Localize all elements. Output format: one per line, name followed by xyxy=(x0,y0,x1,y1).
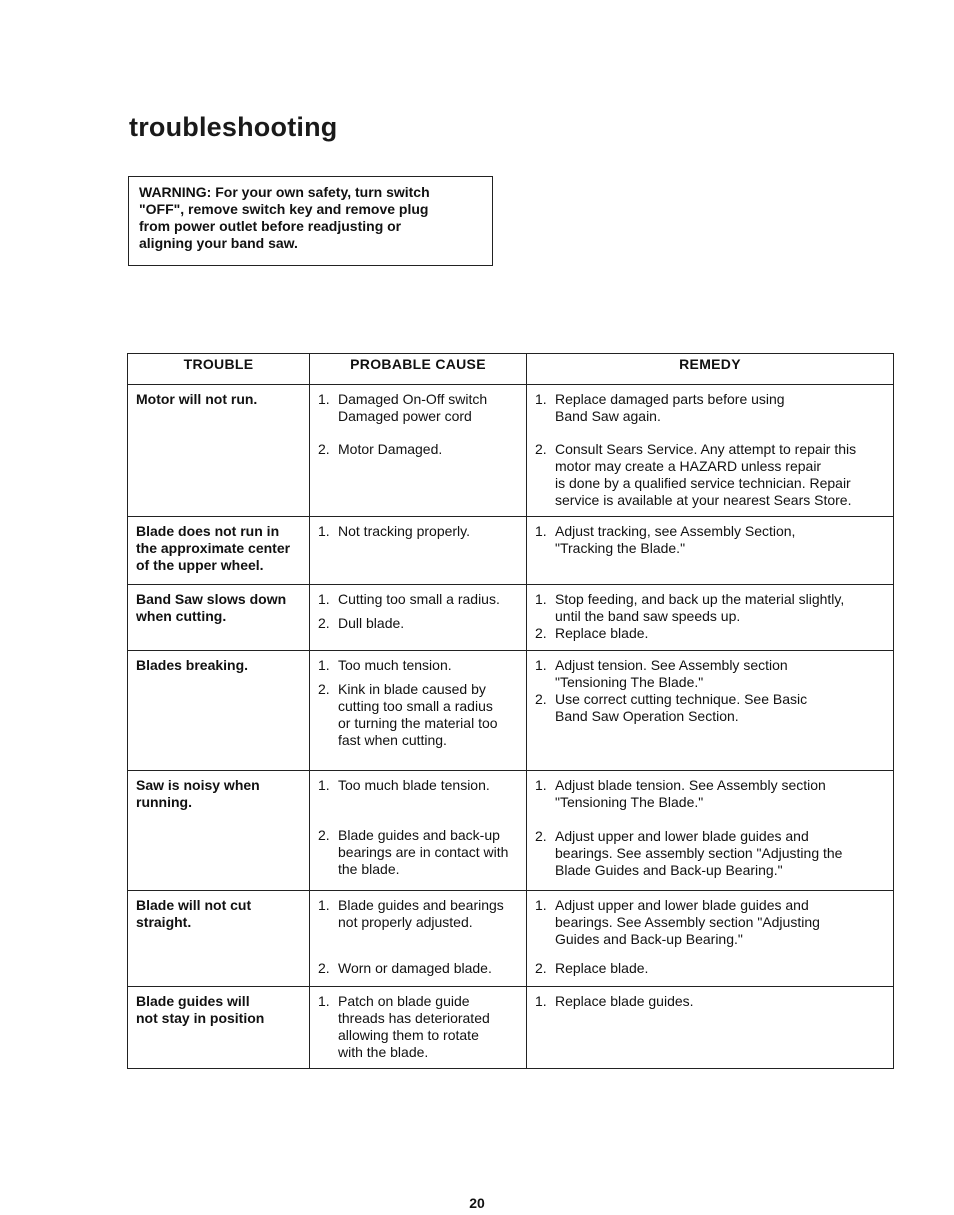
remedy-item xyxy=(535,523,887,557)
warning-line: aligning your band saw. xyxy=(139,235,298,251)
remedy-item xyxy=(535,828,887,879)
warning-box xyxy=(128,176,493,266)
text-line: "Tensioning The Blade." xyxy=(555,794,704,810)
trouble-text: Saw is noisy when xyxy=(136,777,260,793)
item-number: 1. xyxy=(318,591,330,607)
cause-item xyxy=(318,827,520,878)
trouble-text: Blade does not run in xyxy=(136,523,280,539)
cause-cell xyxy=(310,517,527,585)
text-line: bearings. See assembly section "Adjusting the xyxy=(555,845,843,861)
text-line: Replace blade. xyxy=(555,625,649,641)
trouble-cell xyxy=(128,987,310,1069)
trouble-cell xyxy=(128,517,310,585)
item-number: 1. xyxy=(318,657,330,673)
text-line: Use correct cutting technique. See Basic xyxy=(555,691,808,707)
item-number: 1. xyxy=(535,993,547,1009)
item-text xyxy=(555,960,887,977)
item-text xyxy=(555,391,887,425)
item-text xyxy=(338,777,520,794)
item-text xyxy=(555,993,887,1010)
item-number: 2. xyxy=(535,625,547,641)
text-line: motor may create a HAZARD unless repair xyxy=(555,458,822,474)
item-text xyxy=(338,523,520,540)
item-number: 1. xyxy=(318,897,330,913)
text-line: Kink in blade caused by xyxy=(338,681,486,697)
trouble-text: not stay in position xyxy=(136,1010,265,1026)
table-row xyxy=(128,651,894,771)
item-text xyxy=(555,691,887,725)
text-line: not properly adjusted. xyxy=(338,914,473,930)
cause-item xyxy=(318,960,520,977)
trouble-text: Blades breaking. xyxy=(136,657,249,673)
text-line: Blade guides and bearings xyxy=(338,897,504,913)
trouble-text: when cutting. xyxy=(136,608,227,624)
remedy-item xyxy=(535,441,887,509)
item-number: 1. xyxy=(318,777,330,793)
cause-item xyxy=(318,777,520,794)
remedy-cell xyxy=(527,517,894,585)
remedy-cell xyxy=(527,585,894,651)
cause-cell xyxy=(310,651,527,771)
text-line: Motor Damaged. xyxy=(338,441,443,457)
item-number: 2. xyxy=(318,441,330,457)
cause-item xyxy=(318,441,520,458)
cause-item xyxy=(318,897,520,931)
item-number: 2. xyxy=(535,691,547,707)
text-line: Damaged On-Off switch xyxy=(338,391,488,407)
table-row xyxy=(128,517,894,585)
text-line: cutting too small a radius xyxy=(338,698,493,714)
item-text xyxy=(338,391,520,425)
item-number: 2. xyxy=(318,827,330,843)
item-number: 1. xyxy=(535,523,547,539)
text-line: Too much blade tension. xyxy=(338,777,490,793)
table-row xyxy=(128,771,894,891)
remedy-item xyxy=(535,777,887,811)
warning-line: WARNING: For your own safety, turn switch xyxy=(139,184,430,200)
remedy-item xyxy=(535,625,887,642)
table-row xyxy=(128,585,894,651)
remedy-item xyxy=(535,897,887,948)
text-line: Stop feeding, and back up the material slightly, xyxy=(555,591,845,607)
item-text xyxy=(555,591,887,625)
text-line: Damaged power cord xyxy=(338,408,472,424)
text-line: Band Saw again. xyxy=(555,408,661,424)
text-line: Replace blade. xyxy=(555,960,649,976)
header-probable-cause: PROBABLE CAUSE xyxy=(310,354,527,385)
cause-item xyxy=(318,657,520,674)
text-line: Cutting too small a radius. xyxy=(338,591,500,607)
cause-cell xyxy=(310,771,527,891)
item-text xyxy=(555,523,887,557)
text-line: threads has deteriorated xyxy=(338,1010,490,1026)
table-row xyxy=(128,987,894,1069)
item-number: 1. xyxy=(318,523,330,539)
text-line: bearings. See Assembly section "Adjusting xyxy=(555,914,820,930)
remedy-item xyxy=(535,591,887,625)
trouble-text: straight. xyxy=(136,914,192,930)
remedy-item xyxy=(535,657,887,691)
cause-item xyxy=(318,391,520,425)
item-text xyxy=(338,591,520,608)
trouble-text: Band Saw slows down xyxy=(136,591,287,607)
item-number: 2. xyxy=(318,681,330,697)
troubleshooting-table xyxy=(127,353,894,1069)
item-number: 2. xyxy=(318,960,330,976)
trouble-cell xyxy=(128,891,310,987)
trouble-text: Blade guides will xyxy=(136,993,250,1009)
text-line: Replace damaged parts before using xyxy=(555,391,785,407)
text-line: fast when cutting. xyxy=(338,732,447,748)
cause-item xyxy=(318,591,520,608)
item-text xyxy=(555,897,887,948)
text-line: Adjust blade tension. See Assembly section xyxy=(555,777,826,793)
item-number: 1. xyxy=(535,391,547,407)
item-text xyxy=(338,827,520,878)
remedy-item xyxy=(535,960,887,977)
header-remedy: REMEDY xyxy=(527,354,894,385)
item-number: 1. xyxy=(535,777,547,793)
text-line: Guides and Back-up Bearing." xyxy=(555,931,743,947)
item-number: 1. xyxy=(318,391,330,407)
text-line: Too much tension. xyxy=(338,657,452,673)
item-text xyxy=(555,441,887,509)
cause-item xyxy=(318,523,520,540)
trouble-text: of the upper wheel. xyxy=(136,557,264,573)
remedy-item xyxy=(535,391,887,425)
header-trouble: TROUBLE xyxy=(128,354,310,385)
cause-cell xyxy=(310,385,527,517)
item-number: 1. xyxy=(535,657,547,673)
table-header-row xyxy=(128,354,894,385)
item-text xyxy=(338,993,520,1061)
item-text xyxy=(338,681,520,749)
text-line: Blade Guides and Back-up Bearing." xyxy=(555,862,783,878)
text-line: service is available at your nearest Sears Store. xyxy=(555,492,852,508)
trouble-cell xyxy=(128,385,310,517)
text-line: Band Saw Operation Section. xyxy=(555,708,739,724)
text-line: Dull blade. xyxy=(338,615,405,631)
item-number: 1. xyxy=(318,993,330,1009)
cause-cell xyxy=(310,891,527,987)
item-number: 2. xyxy=(535,828,547,844)
text-line: Adjust upper and lower blade guides and xyxy=(555,828,809,844)
text-line: or turning the material too xyxy=(338,715,498,731)
text-line: allowing them to rotate xyxy=(338,1027,479,1043)
remedy-item xyxy=(535,691,887,725)
page-title: troubleshooting xyxy=(129,112,338,142)
trouble-text: the approximate center xyxy=(136,540,291,556)
text-line: Consult Sears Service. Any attempt to repair this xyxy=(555,441,857,457)
text-line: Adjust tension. See Assembly section xyxy=(555,657,788,673)
page-number: 20 xyxy=(469,1195,485,1211)
remedy-cell xyxy=(527,891,894,987)
remedy-cell xyxy=(527,771,894,891)
warning-line: from power outlet before readjusting or xyxy=(139,218,402,234)
text-line: bearings are in contact with xyxy=(338,844,509,860)
trouble-cell xyxy=(128,651,310,771)
item-number: 2. xyxy=(318,615,330,631)
cause-item xyxy=(318,681,520,749)
table-row xyxy=(128,891,894,987)
text-line: is done by a qualified service technician. Repair xyxy=(555,475,851,491)
remedy-cell xyxy=(527,651,894,771)
table-body xyxy=(128,385,894,1069)
text-line: Not tracking properly. xyxy=(338,523,471,539)
trouble-cell xyxy=(128,771,310,891)
text-line: Worn or damaged blade. xyxy=(338,960,492,976)
text-line: Patch on blade guide xyxy=(338,993,470,1009)
remedy-cell xyxy=(527,385,894,517)
trouble-text: Motor will not run. xyxy=(136,391,258,407)
item-number: 2. xyxy=(535,960,547,976)
cause-item xyxy=(318,993,520,1061)
trouble-cell xyxy=(128,585,310,651)
remedy-item xyxy=(535,993,887,1010)
item-text xyxy=(555,777,887,811)
text-line: Adjust upper and lower blade guides and xyxy=(555,897,809,913)
item-number: 2. xyxy=(535,441,547,457)
trouble-text: running. xyxy=(136,794,192,810)
item-text xyxy=(338,897,520,931)
item-text xyxy=(555,828,887,879)
cause-item xyxy=(318,615,520,632)
text-line: the blade. xyxy=(338,861,400,877)
text-line: Blade guides and back-up xyxy=(338,827,500,843)
item-text xyxy=(338,615,520,632)
item-text xyxy=(338,960,520,977)
table-row xyxy=(128,385,894,517)
text-line: Adjust tracking, see Assembly Section, xyxy=(555,523,796,539)
item-text xyxy=(338,441,520,458)
item-number: 1. xyxy=(535,591,547,607)
cause-cell xyxy=(310,987,527,1069)
item-number: 1. xyxy=(535,897,547,913)
item-text xyxy=(338,657,520,674)
text-line: "Tracking the Blade." xyxy=(555,540,686,556)
text-line: "Tensioning The Blade." xyxy=(555,674,704,690)
text-line: Replace blade guides. xyxy=(555,993,694,1009)
cause-cell xyxy=(310,585,527,651)
text-line: with the blade. xyxy=(338,1044,429,1060)
warning-line: "OFF", remove switch key and remove plug xyxy=(139,201,429,217)
trouble-text: Blade will not cut xyxy=(136,897,252,913)
remedy-cell xyxy=(527,987,894,1069)
item-text xyxy=(555,625,887,642)
text-line: until the band saw speeds up. xyxy=(555,608,741,624)
item-text xyxy=(555,657,887,691)
